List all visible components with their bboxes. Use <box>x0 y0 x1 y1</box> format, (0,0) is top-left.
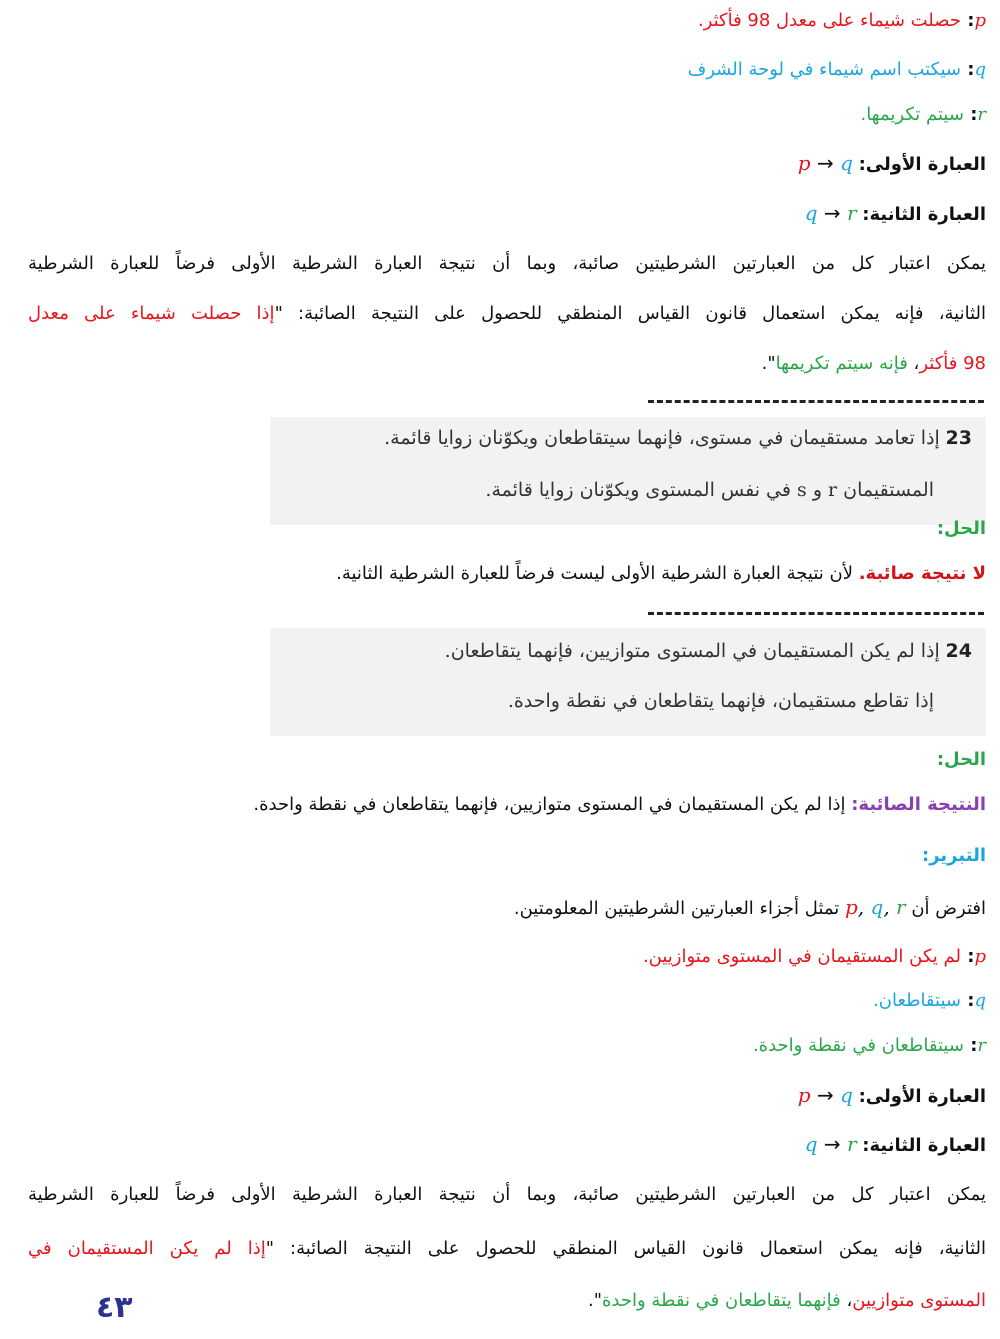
conclusion-line-1: يمكن اعتبار كل من العبارتين الشرطيتين صائبة، وبما أن نتيجة العبارة الشرطية الأولى فرضاً للعبارة الشرطية <box>28 253 986 274</box>
q24-r-definition: r: سيتقاطعان في نقطة واحدة. <box>752 1035 986 1056</box>
question-24-line-2: إذا تقاطع مستقيمان، فإنهما يتقاطعان في نقطة واحدة. <box>507 690 934 712</box>
section-divider <box>648 612 984 615</box>
p-symbol: p <box>974 10 986 31</box>
q24-conclusion-line-2: الثانية، فإنه يمكن استعمال قانون القياس المنطقي للحصول على النتيجة الصائبة: "إذا لم يكن المستقيمان في <box>28 1238 987 1259</box>
statement-2 <box>28 200 986 228</box>
q24-p-definition: p: لم يكن المستقيمان في المستوى متوازيين. <box>642 946 986 967</box>
question-number: 24 <box>945 640 972 662</box>
q24-assumption: افترض أن p, q, r تمثل أجزاء العبارتين الشرطيتين المعلومتين. <box>513 895 986 919</box>
question-23-line-2: المستقيمان r و s في نفس المستوى ويكوّنان زوايا قائمة. <box>485 479 934 501</box>
q23-answer: لا نتيجة صائبة. لأن نتيجة العبارة الشرطية الأولى ليست فرضاً للعبارة الشرطية الثانية. <box>336 563 986 584</box>
page-number: ٤٣ <box>96 1290 133 1325</box>
q24-valid-conclusion: النتيجة الصائبة: إذا لم يكن المستقيمان في المستوى متوازيين، فإنهما يتقاطعان في نقطة واحدة. <box>253 794 986 815</box>
question-23-box <box>270 417 986 525</box>
r-text: سيتم تكريمها. <box>860 104 964 125</box>
statement-2-formula: q → r <box>804 201 857 225</box>
q23-solution-label: الحل: <box>936 518 986 539</box>
conclusion-line-2: الثانية، فإنه يمكن استعمال قانون القياس المنطقي للحصول على النتيجة الصائبة: "إذا حصلت شيماء على معدل <box>28 303 986 324</box>
statement-1-formula: p → q <box>797 151 853 175</box>
statement-1 <box>28 150 986 178</box>
q24-solution-label: الحل: <box>936 749 986 770</box>
statement-1-label: العبارة الأولى: <box>858 154 986 175</box>
question-24-line-1: 24 إذا لم يكن المستقيمان في المستوى متوازيين، فإنهما يتقاطعان. <box>444 640 972 662</box>
q24-conclusion-line-3: المستوى متوازيين، فإنهما يتقاطعان في نقطة واحدة". <box>587 1290 986 1311</box>
r-definition: r: سيتم تكريمها. <box>860 104 986 125</box>
q24-statement-2: العبارة الثانية: q → r <box>804 1132 986 1156</box>
q24-justification-label: التبرير: <box>922 845 986 866</box>
q-symbol: q <box>974 59 986 80</box>
q-text: سيكتب اسم شيماء في لوحة الشرف <box>687 59 961 80</box>
q24-statement-1: العبارة الأولى: p → q <box>797 1083 986 1107</box>
statement-2-label: العبارة الثانية: <box>862 204 986 225</box>
question-24-box <box>270 628 986 736</box>
q24-conclusion-line-1: يمكن اعتبار كل من العبارتين الشرطيتين صائبة، وبما أن نتيجة العبارة الشرطية الأولى فرضاً للعبارة الشرطية <box>28 1184 986 1205</box>
question-number: 23 <box>945 427 972 449</box>
p-text: حصلت شيماء على معدل 98 فأكثر. <box>697 10 961 31</box>
question-23-line-1: 23 إذا تعامد مستقيمان في مستوى، فإنهما سيتقاطعان ويكوّنان زوايا قائمة. <box>384 427 972 449</box>
r-symbol: r <box>977 104 986 125</box>
conclusion-line-3: 98 فأكثر، فإنه سيتم تكريمها". <box>761 353 986 374</box>
q-definition: q: سيكتب اسم شيماء في لوحة الشرف <box>687 59 986 80</box>
section-divider <box>648 400 984 403</box>
p-definition: p: حصلت شيماء على معدل 98 فأكثر. <box>697 10 986 31</box>
q24-q-definition: q: سيتقاطعان. <box>873 990 986 1011</box>
